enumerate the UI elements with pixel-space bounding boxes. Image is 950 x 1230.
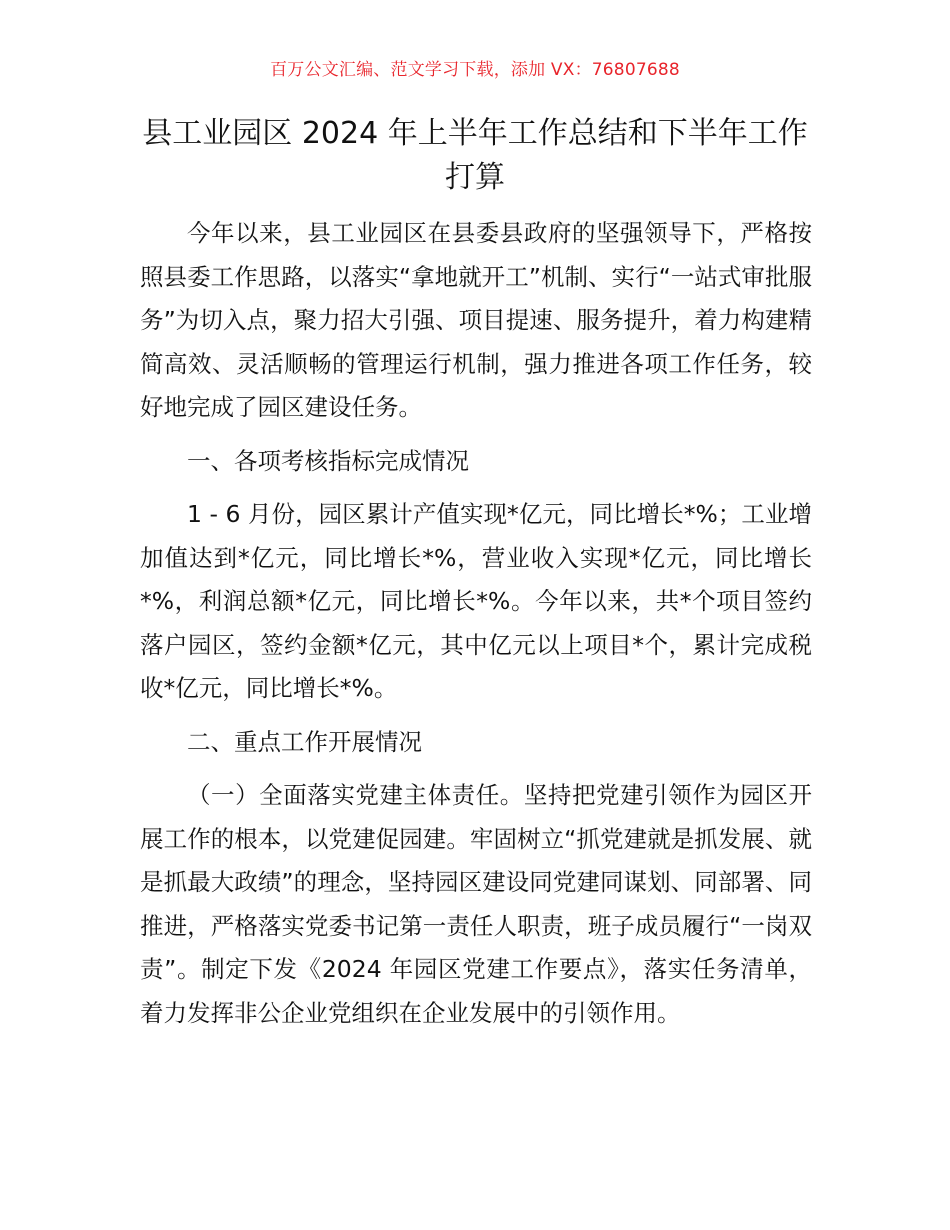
document-body [140, 212, 812, 1035]
indicators-paragraph: 1 - 6 月份，园区累计产值实现*亿元，同比增长*%；工业增加值达到*亿元，同比增长*%，营业收入实现*亿元，同比增长*%，利润总额*亿元，同比增长*%。今年以来，共*个项目签约落户园区，签约金额*亿元，其中亿元以上项目*个，累计完成税收*亿元，同比增长*%。 [140, 500, 812, 702]
document-title: 县工业园区 2024 年上半年工作总结和下半年工作打算 [142, 116, 808, 195]
intro-paragraph: 今年以来，县工业园区在县委县政府的坚强领导下，严格按照县委工作思路，以落实“拿地就开工”机制、实行“一站式审批服务”为切入点，聚力招大引强、项目提速、服务提升，着力构建精简高效、灵活顺畅的管理运行机制，强力推进各项工作任务，较好地完成了园区建设任务。 [140, 219, 812, 421]
section-heading-1: 一、各项考核指标完成情况 [187, 446, 469, 475]
party-building-paragraph: （一）全面落实党建主体责任。坚持把党建引领作为园区开展工作的根本，以党建促园建。牢固树立“抓党建就是抓发展、就是抓最大政绩”的理念，坚持园区建设同党建同谋划、同部署、同推进，严格落实党委书记第一责任人职责，班子成员履行“一岗双责”。制定下发《2024 年园区党建工作要点》，落实任务清单，着力发挥非公企业党组织在企业发展中的引领作用。 [140, 781, 812, 1027]
section-heading-2: 二、重点工作开展情况 [187, 727, 422, 756]
watermark-banner: 百万公文汇编、范文学习下载，添加 VX：76807688 [270, 60, 680, 80]
